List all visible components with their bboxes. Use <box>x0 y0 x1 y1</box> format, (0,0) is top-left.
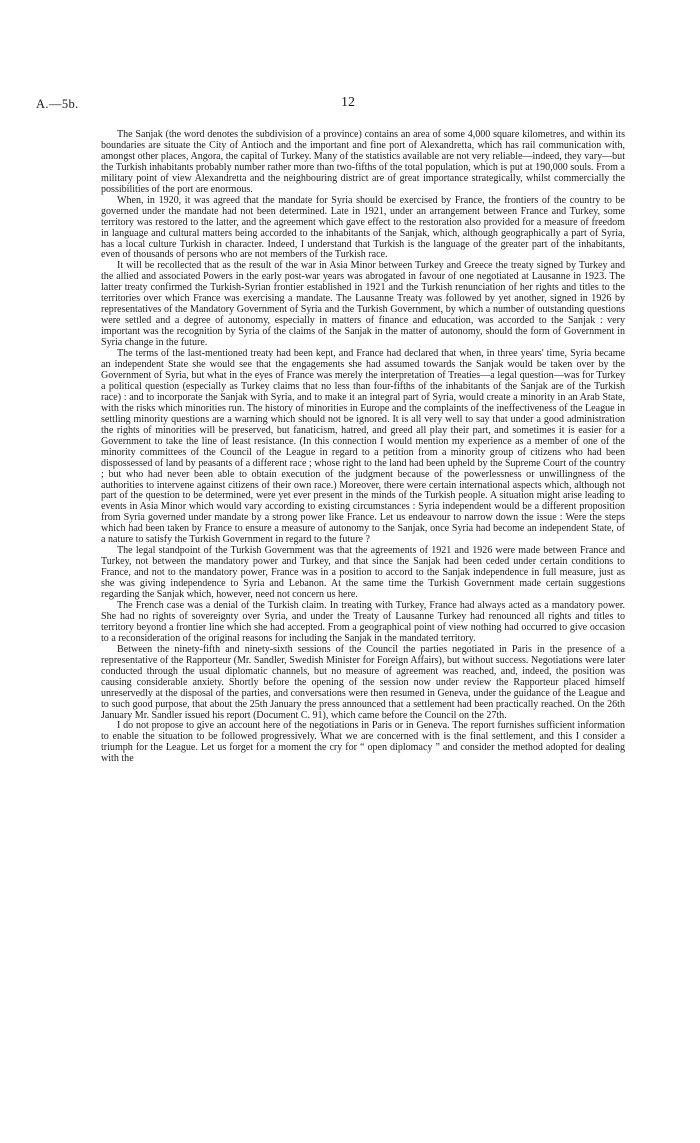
paragraph-final-settlement: I do not propose to give an account here of the negotiations in Paris or in Geneva. The report furnishes sufficient information to enable the situation to be followed progressively. What we are concerned with is the final settlement, and this I consider a triumph for the League. Let us forget for a moment the cry for “ open diplomacy ” and consider the method adopted for dealing with the <box>101 720 625 765</box>
paragraph-sanjak-description: The Sanjak (the word denotes the subdivision of a province) contains an area of some 4,000 square kilometres, and within its boundaries are situate the City of Antioch and the important and fine port of Alexandretta, which has rail communication with, amongst other places, Angora, the capital of Turkey. Many of the statistics available are not very reliable—indeed, they vary—but the Turkish inhabitants probably number rather more than two-fifths of the total population, which is put at 190,000 souls. From a military point of view Alexandretta and the neighbouring district are of great importance strategically, whilst commercially the possibilities of the port are enormous. <box>101 129 625 195</box>
body-text <box>101 130 625 765</box>
paragraph-treaty-terms: The terms of the last-mentioned treaty had been kept, and France had declared that when, in three years' time, Syria became an independent State she would see that the engagements she had assumed towards the Sanjak would be taken over by the Government of Syria, but what in the eyes of France was merely the interpretation of Treaties—a legal question—was for Turkey a political question (especially as Turkey claims that no less than four-fifths of the inhabitants of the Sanjak are of the Turkish race) : and to incorporate the Sanjak with Syria, and to make it an integral part of Syria, would create a minority in an Arab State, with the risks which minorities run. The history of minorities in Europe and the complaints of the ineffectiveness of the League in settling minority questions are a warning which should not be ignored. It is all very well to say that under a good administration the rights of minorities will be preserved, but fanaticism, hatred, and greed all play their part, and sometimes it is easier for a Government to take the line of least resistance. (In this connection I would mention my experience as a member of one of the minority committees of the Council of the League in regard to a petition from a minority group of citizens who had been dispossessed of land by peasants of a different race ; whose right to the land had been upheld by the Supreme Court of the country ; but who had never been able to obtain execution of the judgment because of the powerlessness or unwillingness of the authorities to intervene against citizens of their own race.) Moreover, there were certain international aspects which, although not part of the question to be determined, were yet ever present in the minds of the Turkish people. A situation might arise leading to events in Asia Minor which would vary according to existing circumstances : Syria independent would be a different proposition from Syria governed under mandate by a strong power like France. Let us endeavour to narrow down the issue : Were the steps which had been taken by France to ensure a measure of autonomy to the Sanjak, once Syria had become an independent State, of a nature to satisfy the Turkish Government in regard to the future ? <box>101 348 625 546</box>
paragraph-negotiations: Between the ninety-fifth and ninety-sixth sessions of the Council the parties negotiated in Paris in the presence of a representative of the Rapporteur (Mr. Sandler, Swedish Minister for Foreign Affairs), but without success. Negotiations were later conducted through the usual diplomatic channels, but no measure of agreement was reached, and, indeed, the position was causing considerable anxiety. Shortly before the opening of the session now under review the Rapporteur placed himself unreservedly at the disposal of the parties, and conversations were then resumed in Geneva, under the guidance of the League and to such good purpose, that about the 25th January the press announced that a settlement had been practically reached. On the 26th January Mr. Sandler issued his report (Document C. 91), which came before the Council on the 27th. <box>101 643 625 721</box>
page-header <box>36 97 664 115</box>
paragraph-turkish-standpoint: The legal standpoint of the Turkish Government was that the agreements of 1921 and 1926 were made between France and Turkey, not between the mandatory power and Turkey, and that since the Sanjak had been ceded under certain conditions to France, and not to the mandatory power, France was in a position to accord to the Sanjak independence in full measure, just as she was giving independence to Syria and Lebanon. At the same time the Turkish Government made certain suggestions regarding the Sanjak which, however, need not concern us here. <box>101 545 625 601</box>
paragraph-french-case: The French case was a denial of the Turkish claim. In treating with Turkey, France had always acted as a mandatory power. She had no rights of sovereignty over Syria, and under the Treaty of Lausanne Turkey had renounced all rights and titles to territory beyond a frontier line which she had accepted. From a geographical point of view nothing had occurred to give occasion to a reconsideration of the original reasons for including the Sanjak in the mandated territory. <box>101 599 625 644</box>
paragraph-lausanne-treaty: It will be recollected that as the result of the war in Asia Minor between Turkey and Greece the treaty signed by Turkey and the allied and associated Powers in the early post-war years was abrogated in favour of one negotiated at Lausanne in 1923. The latter treaty confirmed the Turkish-Syrian frontier established in 1921 and the Turkish renunciation of her rights and titles to the territories over which France was exercising a mandate. The Lausanne Treaty was followed by yet another, signed in 1926 by representatives of the Mandatory Government of Syria and the Turkish Government, by which a number of outstanding questions were settled and a degree of autonomy, especially in matters of finance and education, was accorded to the Sanjak : very important was the recognition by Syria of the claims of the Sanjak in the matter of autonomy, should the form of Government in Syria change in the future. <box>101 260 625 349</box>
paragraph-mandate-1920: When, in 1920, it was agreed that the mandate for Syria should be exercised by France, the frontiers of the country to be governed under the mandate had not been determined. Late in 1921, under an arrangement between France and Turkey, some territory was restored to the latter, and the agreement which gave effect to the restoration also provided for a measure of freedom in language and cultural matters being accorded to the inhabitants of the Sanjak, which, although geographically a part of Syria, has a local culture Turkish in character. Indeed, I understand that Turkish is the language of the greater part of the inhabitants, even of thousands of persons who are not members of the Turkish race. <box>101 194 625 261</box>
page-number: 12 <box>341 95 355 110</box>
document-reference: A.—5b. <box>36 97 79 111</box>
